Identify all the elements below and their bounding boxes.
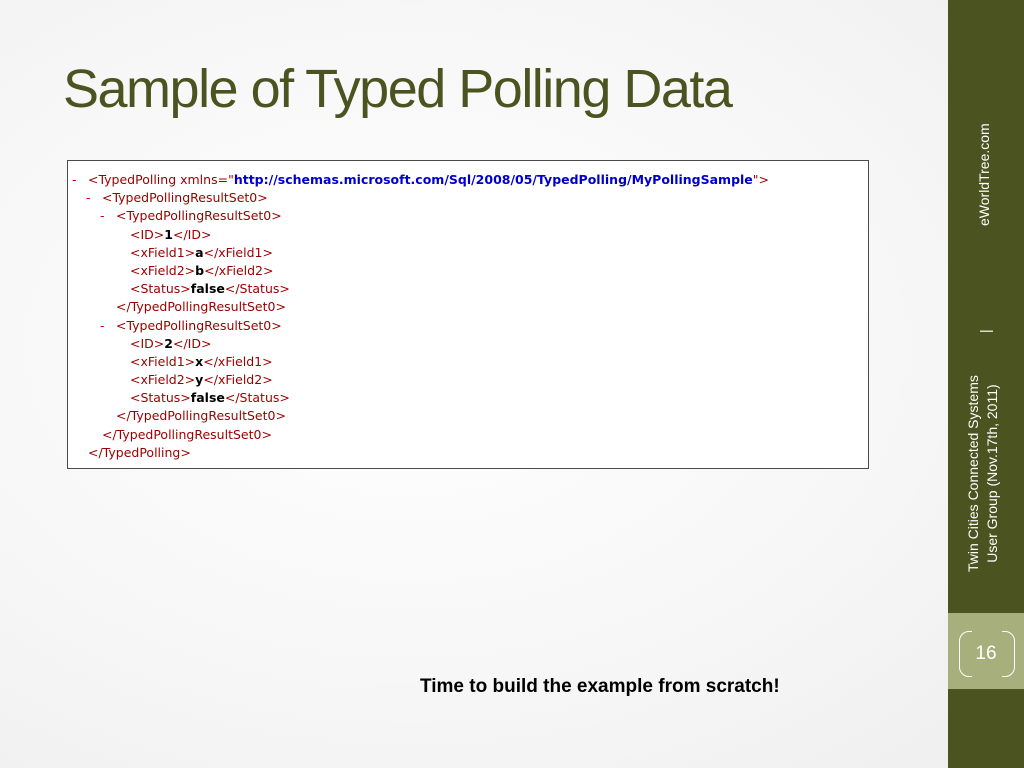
xml-attr-name: xmlns xyxy=(180,172,218,187)
collapse-toggle[interactable]: - xyxy=(100,208,105,224)
sidebar-site: eWorldTree.com xyxy=(976,123,992,226)
sidebar-separator: | xyxy=(977,329,993,333)
xml-punct: "> xyxy=(752,172,770,187)
xml-line xyxy=(68,353,868,371)
xml-line xyxy=(68,389,868,407)
xml-tag: <ID> xyxy=(130,226,165,242)
page-number: 16 xyxy=(975,643,997,664)
sidebar-event-line1: Twin Cities Connected Systems xyxy=(965,375,981,572)
xml-tag: </xField1> xyxy=(203,244,273,260)
xml-line xyxy=(68,317,868,335)
xml-line xyxy=(68,298,868,316)
xml-tag: </Status> xyxy=(224,281,290,297)
xml-line xyxy=(68,335,868,353)
xml-line xyxy=(68,444,868,462)
xml-tag: </xField1> xyxy=(203,353,273,369)
xml-line xyxy=(68,189,868,207)
xml-tag: <xField1> xyxy=(130,353,196,369)
sidebar-event xyxy=(964,375,1002,572)
xml-line xyxy=(68,407,868,425)
xml-line xyxy=(68,280,868,298)
xml-tag: </ID> xyxy=(172,226,212,242)
xml-tag: <xField2> xyxy=(130,262,196,278)
xml-value: a xyxy=(195,244,204,260)
xml-tag: </Status> xyxy=(224,390,290,406)
xml-value: false xyxy=(190,390,225,406)
xml-line xyxy=(68,226,868,244)
xml-tag: </TypedPollingResultSet0> xyxy=(102,426,272,442)
collapse-toggle[interactable]: - xyxy=(86,190,91,206)
xml-tag: <Status> xyxy=(130,281,191,297)
xml-tag: </xField2> xyxy=(203,372,273,388)
xml-value: x xyxy=(195,353,204,369)
xml-tag: </TypedPollingResultSet0> xyxy=(116,299,286,315)
xml-sample-box xyxy=(67,160,869,469)
xml-line xyxy=(68,207,868,225)
xml-line xyxy=(68,244,868,262)
xml-value: false xyxy=(190,281,225,297)
xml-line xyxy=(68,262,868,280)
xml-tag: <TypedPolling xyxy=(88,172,181,187)
collapse-toggle[interactable]: - xyxy=(100,317,105,333)
slide-title: Sample of Typed Polling Data xyxy=(63,59,732,119)
xml-tag: <TypedPollingResultSet0> xyxy=(102,190,268,206)
footer-note: Time to build the example from scratch! xyxy=(420,676,780,697)
xml-tag: <xField1> xyxy=(130,244,196,260)
xml-tag: </TypedPollingResultSet0> xyxy=(116,408,286,424)
xml-tag: <ID> xyxy=(130,335,165,351)
xml-value: y xyxy=(195,372,204,388)
xml-tag: </ID> xyxy=(172,335,212,351)
xml-line xyxy=(68,171,868,189)
xml-line xyxy=(68,426,868,444)
xml-tag: <TypedPollingResultSet0> xyxy=(116,208,282,224)
xml-punct: =" xyxy=(217,172,234,187)
sidebar-event-line2: User Group (Nov.17th, 2011) xyxy=(984,384,1000,563)
xml-tag: <Status> xyxy=(130,390,191,406)
xml-value: b xyxy=(195,262,205,278)
xml-value: 2 xyxy=(164,335,173,351)
xml-tag: </xField2> xyxy=(204,262,274,278)
collapse-toggle[interactable]: - xyxy=(72,172,77,187)
xml-tag: </TypedPolling> xyxy=(88,444,191,460)
xml-tag: <xField2> xyxy=(130,372,196,388)
xml-tag: <TypedPollingResultSet0> xyxy=(116,317,282,333)
xml-value: 1 xyxy=(164,226,173,242)
xml-namespace-value: http://schemas.microsoft.com/Sql/2008/05/TypedPolling/MyPollingSample xyxy=(233,172,753,187)
xml-line xyxy=(68,371,868,389)
